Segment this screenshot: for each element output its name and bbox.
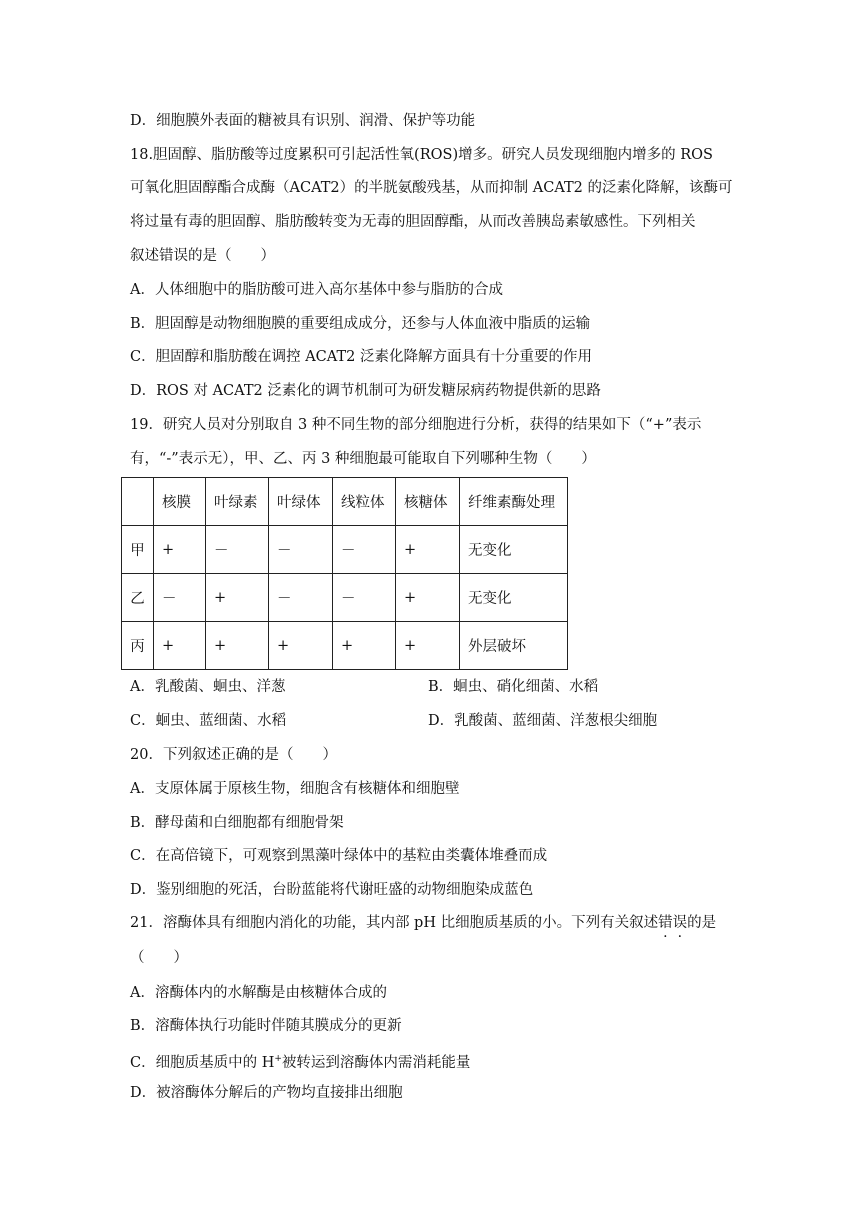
- q21-stem-text: 的是: [687, 915, 717, 931]
- table-cell: 无变化: [460, 526, 568, 574]
- table-header-row: [122, 478, 568, 526]
- q21-option-b: B．溶酶体执行功能时伴随其膜成分的更新: [130, 1018, 402, 1034]
- q21-stem-line1: [130, 913, 716, 933]
- table-header-cell: 核膜: [154, 478, 206, 526]
- q18-option-a: A．人体细胞中的脂肪酸可进入高尔基体中参与脂肪的合成: [130, 282, 503, 298]
- q20-option-c: C．在高倍镜下，可观察到黑藻叶绿体中的基粒由类囊体堆叠而成: [130, 848, 548, 864]
- superscript-plus: +: [274, 1054, 282, 1064]
- table-cell: +: [154, 526, 206, 574]
- table-cell: －: [269, 574, 333, 622]
- q18-stem-line4: 叙述错误的是（ ）: [130, 248, 275, 264]
- q18-option-d: D．ROS 对 ACAT2 泛素化的调节机制可为研发糖尿病药物提供新的思路: [130, 383, 601, 399]
- q20-option-b: B．酵母菌和白细胞都有细胞骨架: [130, 815, 344, 831]
- q17-option-d: D．细胞膜外表面的糖被具有识别、润滑、保护等功能: [130, 113, 476, 129]
- q19-stem-line1: 19．研究人员对分别取自 3 种不同生物的部分细胞进行分析，获得的结果如下（“+”表示: [130, 417, 702, 433]
- q21-option-c: [130, 1049, 470, 1073]
- table-header-cell: 核糖体: [396, 478, 460, 526]
- row-label-jia: 甲: [122, 526, 154, 574]
- q20-option-a: A．支原体属于原核生物，细胞含有核糖体和细胞壁: [130, 781, 460, 797]
- q20-option-d: D．鉴别细胞的死活，台盼蓝能将代谢旺盛的动物细胞染成蓝色: [130, 882, 534, 898]
- q19-stem-line2: 有，“-”表示无），甲、乙、丙 3 种细胞最可能取自下列哪种生物（ ）: [130, 451, 596, 467]
- q21-option-a: A．溶酶体内的水解酶是由核糖体合成的: [130, 985, 387, 1001]
- q19-option-c: C．蛔虫、蓝细菌、水稻: [130, 713, 287, 729]
- q21-stem-text: 21．溶酶体具有细胞内消化的功能，其内部 pH 比细胞质基质的小。下列有关叙述: [130, 915, 659, 931]
- table-cell: +: [206, 622, 269, 670]
- q18-option-b: B．胆固醇是动物细胞膜的重要组成成分，还参与人体血液中脂质的运输: [130, 316, 591, 332]
- cell-comparison-table: [121, 477, 568, 670]
- table-cell: +: [333, 622, 396, 670]
- row-label-bing: 丙: [122, 622, 154, 670]
- q21-option-c-text: 被转运到溶酶体内需消耗能量: [281, 1054, 471, 1071]
- emphasis-char: 误: [672, 915, 688, 931]
- q21-option-d: D．被溶酶体分解后的产物均直接排出细胞: [130, 1085, 403, 1101]
- table-cell: +: [396, 574, 460, 622]
- q21-option-c-text: C．细胞质基质中的 H: [130, 1054, 275, 1071]
- table-corner-cell: [122, 478, 154, 526]
- table-cell: －: [333, 526, 396, 574]
- table-row: [122, 526, 568, 574]
- table-cell: 外层破坏: [460, 622, 568, 670]
- table-header-cell: 叶绿体: [269, 478, 333, 526]
- table-row: [122, 622, 568, 670]
- q18-option-c: C．胆固醇和脂肪酸在调控 ACAT2 泛素化降解方面具有十分重要的作用: [130, 349, 592, 365]
- table-cell: +: [396, 622, 460, 670]
- table-cell: +: [396, 526, 460, 574]
- q19-option-b: B．蛔虫、硝化细菌、水稻: [428, 679, 599, 695]
- table-header-cell: 线粒体: [333, 478, 396, 526]
- q21-stem-line2: （ ）: [130, 950, 188, 966]
- q20-stem: 20．下列叙述正确的是（ ）: [130, 747, 337, 763]
- q18-stem-line1: 18.胆固醇、脂肪酸等过度累积可引起活性氧(ROS)增多。研究人员发现细胞内增多的 ROS: [130, 147, 713, 163]
- table-cell: +: [154, 622, 206, 670]
- table-cell: －: [333, 574, 396, 622]
- table-header-cell: 纤维素酶处理: [460, 478, 568, 526]
- table-cell: +: [269, 622, 333, 670]
- q19-option-a: A．乳酸菌、蛔虫、洋葱: [130, 679, 286, 695]
- row-label-yi: 乙: [122, 574, 154, 622]
- table-cell: －: [269, 526, 333, 574]
- table-header-cell: 叶绿素: [206, 478, 269, 526]
- q18-stem-line3: 将过量有毒的胆固醇、脂肪酸转变为无毒的胆固醇酯，从而改善胰岛素敏感性。下列相关: [130, 214, 696, 230]
- q18-stem-line2: 可氧化胆固醇酯合成酶（ACAT2）的半胱氨酸残基，从而抑制 ACAT2 的泛素化降解，该酶可: [130, 180, 733, 196]
- table-cell: +: [206, 574, 269, 622]
- table-cell: 无变化: [460, 574, 568, 622]
- q19-option-d: D．乳酸菌、蓝细菌、洋葱根尖细胞: [428, 713, 658, 729]
- table-cell: －: [154, 574, 206, 622]
- emphasis-char: 错: [658, 915, 673, 931]
- table-cell: －: [206, 526, 269, 574]
- table-row: [122, 574, 568, 622]
